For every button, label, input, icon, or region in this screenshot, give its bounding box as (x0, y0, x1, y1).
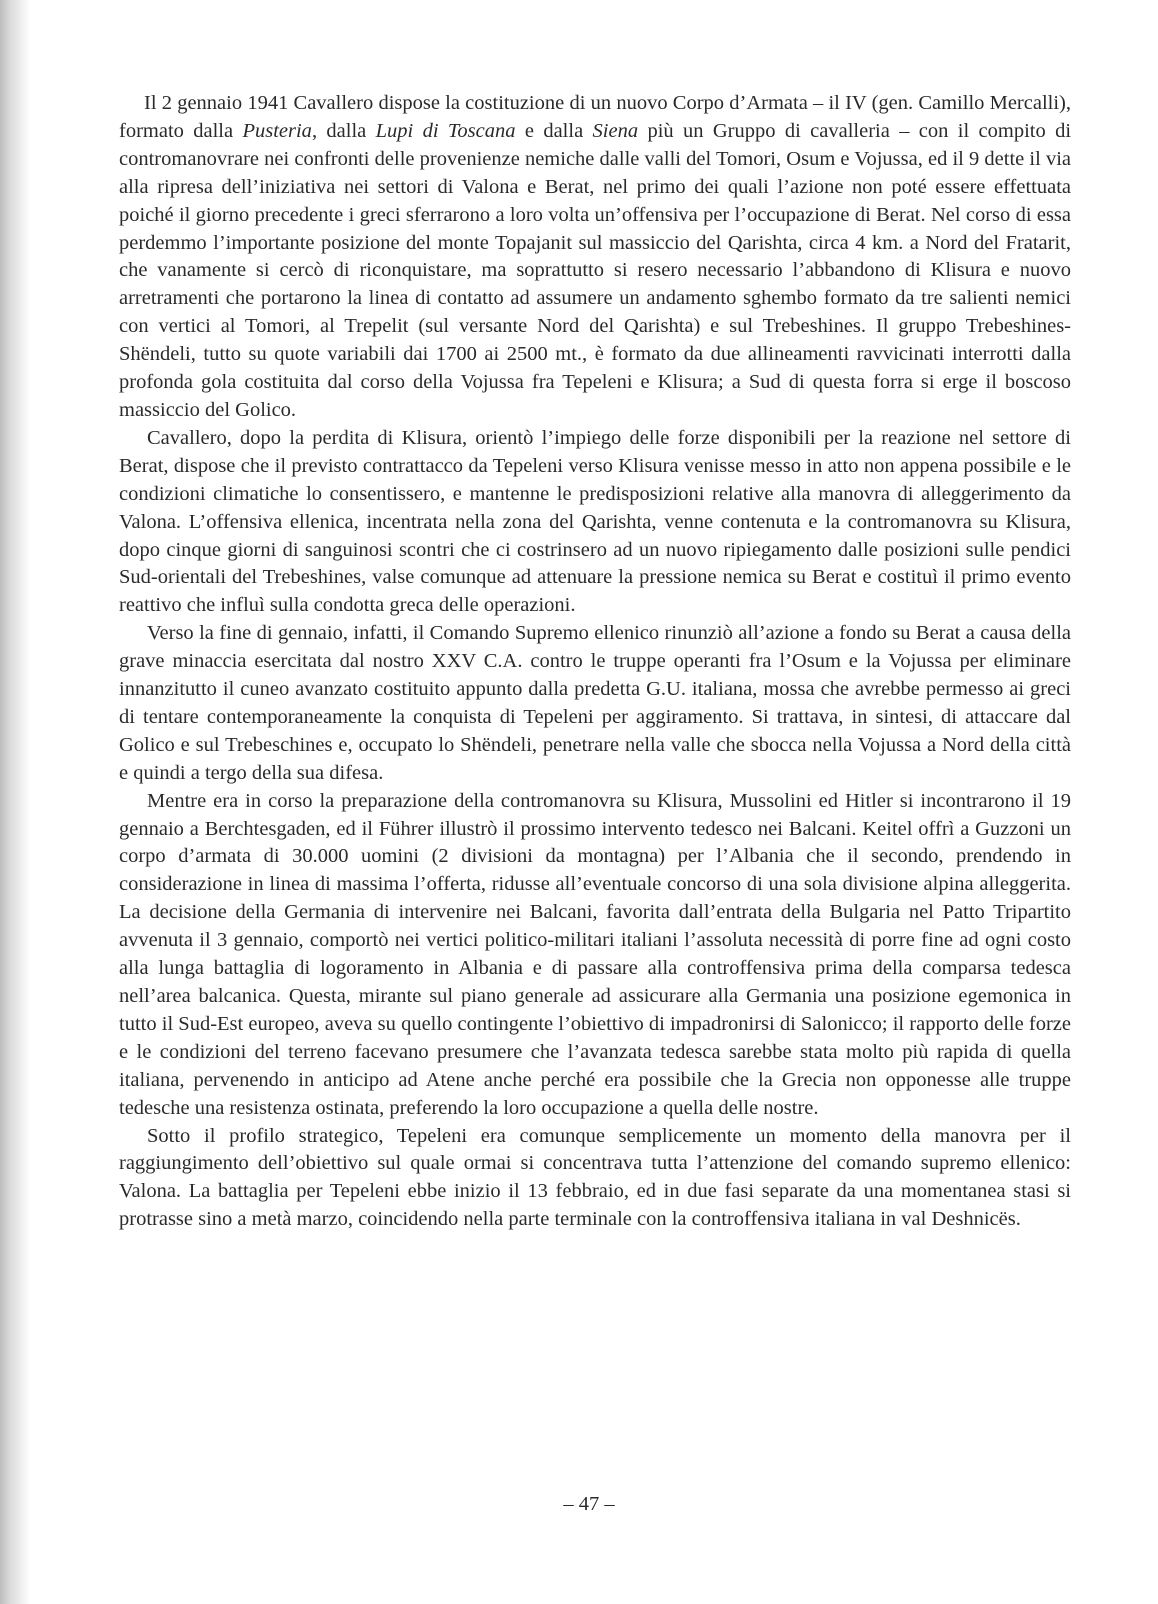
body-text (119, 90, 1071, 1234)
p3-seg-0: Verso la fine di gennaio, infatti, il Comando Supremo ellenico rinunziò all’azione a fondo su Berat a causa della grave minaccia esercitata dal nostro XXV C.A. contro le truppe operanti fra l’Osum e la Vojussa per eliminare innanzitutto il cuneo avanzato costituito appunto dalla predetta G.U. italiana, mossa che avrebbe permesso ai greci di tentare contemporaneamente la conquista di Tepeleni per aggiramento. Si trattava, in sintesi, di attaccare dal Golico e sul Trebeschines e, occupato lo Shëndeli, penetrare nella valle che sbocca nella Vojussa a Nord della città e quindi a tergo della sua difesa. (119, 622, 1071, 784)
paragraph-5 (119, 1123, 1071, 1235)
p1-seg-5-italic-siena: Siena (592, 119, 639, 142)
paragraph-1 (119, 90, 1071, 425)
p2-seg-0: Cavallero, dopo la perdita di Klisura, orientò l’impiego delle forze disponibili per la reazione nel settore di Berat, dispose che il previsto contrattacco da Tepeleni verso Klisura venisse messo in atto non appena possibile e le condizioni climatiche lo consentissero, e mantenne le predisposizioni relative alla manovra di alleggerimento da Valona. L’offensiva ellenica, incentrata nella zona del Qarishta, venne contenuta e la contromanovra su Klisura, dopo cinque giorni di sanguinosi scontri che ci costrinsero ad un nuovo ripiegamento dalle posizioni sulle pendici Sud-orientali del Trebeshines, valse comunque ad attenuare la pressione nemica su Berat e costituì il primo evento reattivo che influì sulla condotta greca delle operazioni. (119, 426, 1071, 617)
p5-seg-0: Sotto il profilo strategico, Tepeleni era comunque semplicemente un momento della manovra per il raggiungimento dell’obiettivo sul quale ormai si concentrava tutta l’attenzione del comando supremo ellenico: Valona. La battaglia per Tepeleni ebbe inizio il 13 febbraio, ed in due fasi separate da una momentanea stasi si protrasse sino a metà marzo, coincidendo nella parte terminale con la controffensiva italiana in val Deshnicës. (119, 1124, 1071, 1231)
page-number: – 47 – (563, 1493, 615, 1515)
p4-seg-0: Mentre era in corso la preparazione della contromanovra su Klisura, Mussolini ed Hitler si incontrarono il 19 gennaio a Berchtesgaden, ed il Führer illustrò il prossimo intervento tedesco nei Balcani. Keitel offrì a Guzzoni un corpo d’armata di 30.000 uomini (2 divisioni da montagna) per l’Albania che il secondo, prendendo in considerazione in linea di massima l’offerta, ridusse all’eventuale concorso di una sola divisione alpina alleggerita. La decisione della Germania di intervenire nei Balcani, favorita dall’entrata della Bulgaria nel Patto Tripartito avvenuta il 3 gennaio, comportò nei vertici politico-militari italiani l’assoluta necessità di porre fine ad ogni costo alla lunga battaglia di logoramento in Albania e di passare alla controffensiva prima della comparsa tedesca nell’area balcanica. Questa, mirante sul piano generale ad assicurare alla Germania una posizione egemonica in tutto il Sud-Est europeo, aveva su quello contingente l’obiettivo di impadronirsi di Salonicco; il rapporto delle forze e le condizioni del terreno facevano presumere che l’avanzata tedesca sarebbe stata molto più rapida di quella italiana, pervenendo in anticipo ad Atene anche perché era possibile che la Grecia non opponesse alle truppe tedesche una resistenza ostinata, preferendo la loro occupazione a quella delle nostre. (119, 789, 1071, 1119)
p1-seg-1-italic-pusteria: Pusteria (242, 119, 312, 142)
p1-seg-4: e dalla (515, 119, 593, 142)
paragraph-3 (119, 620, 1071, 787)
p1-seg-3-italic-lupi-di-toscana: Lupi di Toscana (375, 119, 516, 142)
p1-seg-0: Il 2 gennaio 1941 Cavallero dispose la costituzione di un nuovo Corpo d’Armata – il IV (gen. Camillo Mercalli), formato dalla (119, 92, 1071, 142)
paragraph-2 (119, 425, 1071, 620)
p1-seg-6: più un Gruppo di cavalleria – con il compito di contromanovrare nei confronti delle provenienze nemiche dalle valli del Tomori, Osum e Vojussa, ed il 9 dette il via alla ripresa dell’iniziativa nei settori di Valona e Berat, nel primo dei quali l’azione non poté essere effettuata poiché il giorno precedente i greci sferrarono a loro volta un’offensiva per l’occupazione di Berat. Nel corso di essa perdemmo l’importante posizione del monte Topajanit sul massiccio del Qarishta, circa 4 km. a Nord del Fratarit, che vanamente si cercò di riconquistare, ma soprattutto si resero necessario l’abbandono di Klisura e nuovo arretramenti che portarono la linea di contatto ad assumere un andamento sghembo formato da tre salienti nemici con vertici al Tomori, al Trepelit (sul versante Nord del Qarishta) e sul Trebeshines. Il gruppo Trebeshines-Shëndeli, tutto su quote variabili dai 1700 ai 2500 mt., è formato da due allineamenti ravvicinati interrotti dalla profonda gola costituita dal corso della Vojussa fra Tepeleni e Klisura; a Sud di questa forra si erge il boscoso massiccio del Golico. (119, 119, 1072, 421)
p1-seg-2: , dalla (311, 119, 376, 142)
book-spine-shadow (0, 0, 30, 1604)
paragraph-4 (119, 788, 1071, 1123)
